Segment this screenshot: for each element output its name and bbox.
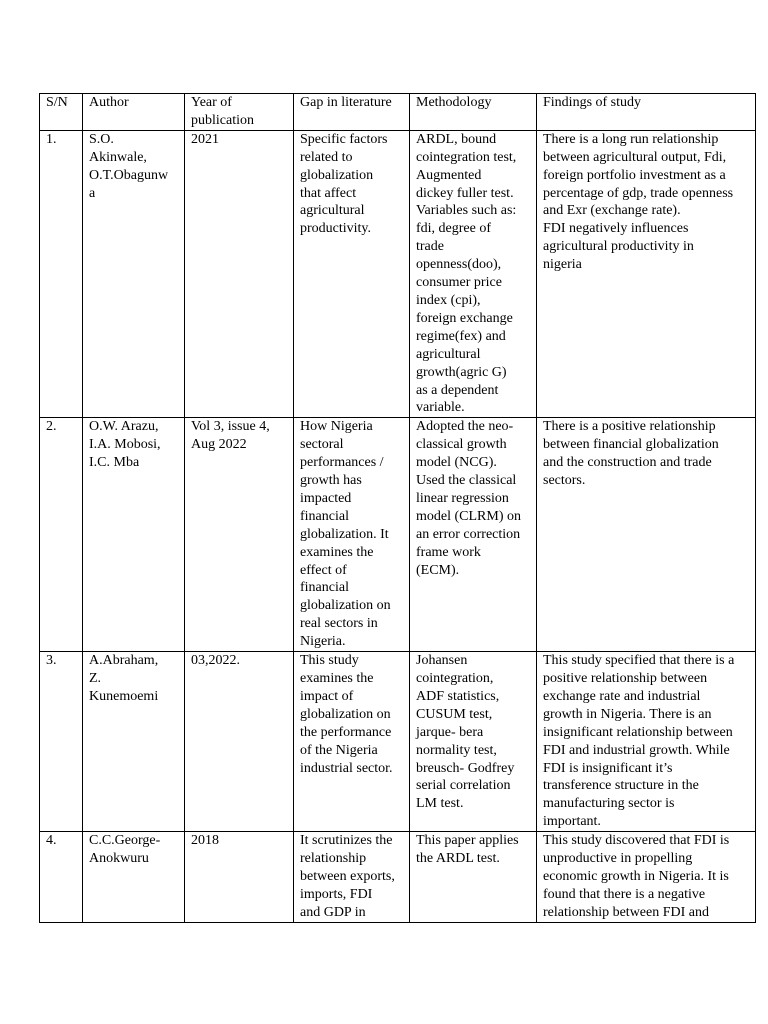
header-findings: Findings of study	[537, 94, 756, 131]
cell-sn: 2.	[40, 418, 83, 652]
cell-findings: There is a positive relationship between financial globalization and the construction and trade sectors.	[537, 418, 756, 652]
header-year: Year of publication	[185, 94, 294, 131]
table-row	[40, 652, 756, 832]
cell-findings: This study discovered that FDI is unproductive in propelling economic growth in Nigeria. It is found that there is a negative relationship between FDI and	[537, 832, 756, 923]
header-methodology: Methodology	[410, 94, 537, 131]
cell-gap: How Nigeria sectoral performances / growth has impacted financial globalization. It examines the effect of financial globalization on real sectors in Nigeria.	[294, 418, 410, 652]
cell-year: Vol 3, issue 4, Aug 2022	[185, 418, 294, 652]
cell-year: 2018	[185, 832, 294, 923]
header-author: Author	[83, 94, 185, 131]
cell-year: 03,2022.	[185, 652, 294, 832]
cell-findings: This study specified that there is a positive relationship between exchange rate and industrial growth in Nigeria. There is an insignificant relationship between FDI and industrial growth. While FDI is insignificant it’s transference structure in the manufacturing sector is important.	[537, 652, 756, 832]
cell-gap: Specific factors related to globalization that affect agricultural productivity.	[294, 130, 410, 418]
table-header-row	[40, 94, 756, 131]
cell-sn: 1.	[40, 130, 83, 418]
cell-methodology: Adopted the neo- classical growth model (NCG). Used the classical linear regression model (CLRM) on an error correction frame work (ECM).	[410, 418, 537, 652]
cell-author: C.C.George- Anokwuru	[83, 832, 185, 923]
cell-methodology: ARDL, bound cointegration test, Augmented dickey fuller test. Variables such as: fdi, degree of trade openness(doo), consumer price index (cpi), foreign exchange regime(fex) and agricultural growth(agric G) as a dependent variable.	[410, 130, 537, 418]
cell-author: O.W. Arazu, I.A. Mobosi, I.C. Mba	[83, 418, 185, 652]
cell-findings: There is a long run relationship between agricultural output, Fdi, foreign portfolio investment as a percentage of gdp, trade openness and Exr (exchange rate). FDI negatively influences agricultural productivity in nigeria	[537, 130, 756, 418]
table-row	[40, 418, 756, 652]
cell-gap: It scrutinizes the relationship between exports, imports, FDI and GDP in	[294, 832, 410, 923]
cell-author: A.Abraham, Z. Kunemoemi	[83, 652, 185, 832]
cell-gap: This study examines the impact of globalization on the performance of the Nigeria industrial sector.	[294, 652, 410, 832]
header-sn: S/N	[40, 94, 83, 131]
cell-author: S.O. Akinwale, O.T.Obagunw a	[83, 130, 185, 418]
cell-sn: 3.	[40, 652, 83, 832]
cell-methodology: Johansen cointegration, ADF statistics, CUSUM test, jarque- bera normality test, breusch- Godfrey serial correlation LM test.	[410, 652, 537, 832]
cell-year: 2021	[185, 130, 294, 418]
literature-review-table	[39, 93, 756, 923]
cell-methodology: This paper applies the ARDL test.	[410, 832, 537, 923]
table-row	[40, 130, 756, 418]
cell-sn: 4.	[40, 832, 83, 923]
header-gap: Gap in literature	[294, 94, 410, 131]
table-row	[40, 832, 756, 923]
